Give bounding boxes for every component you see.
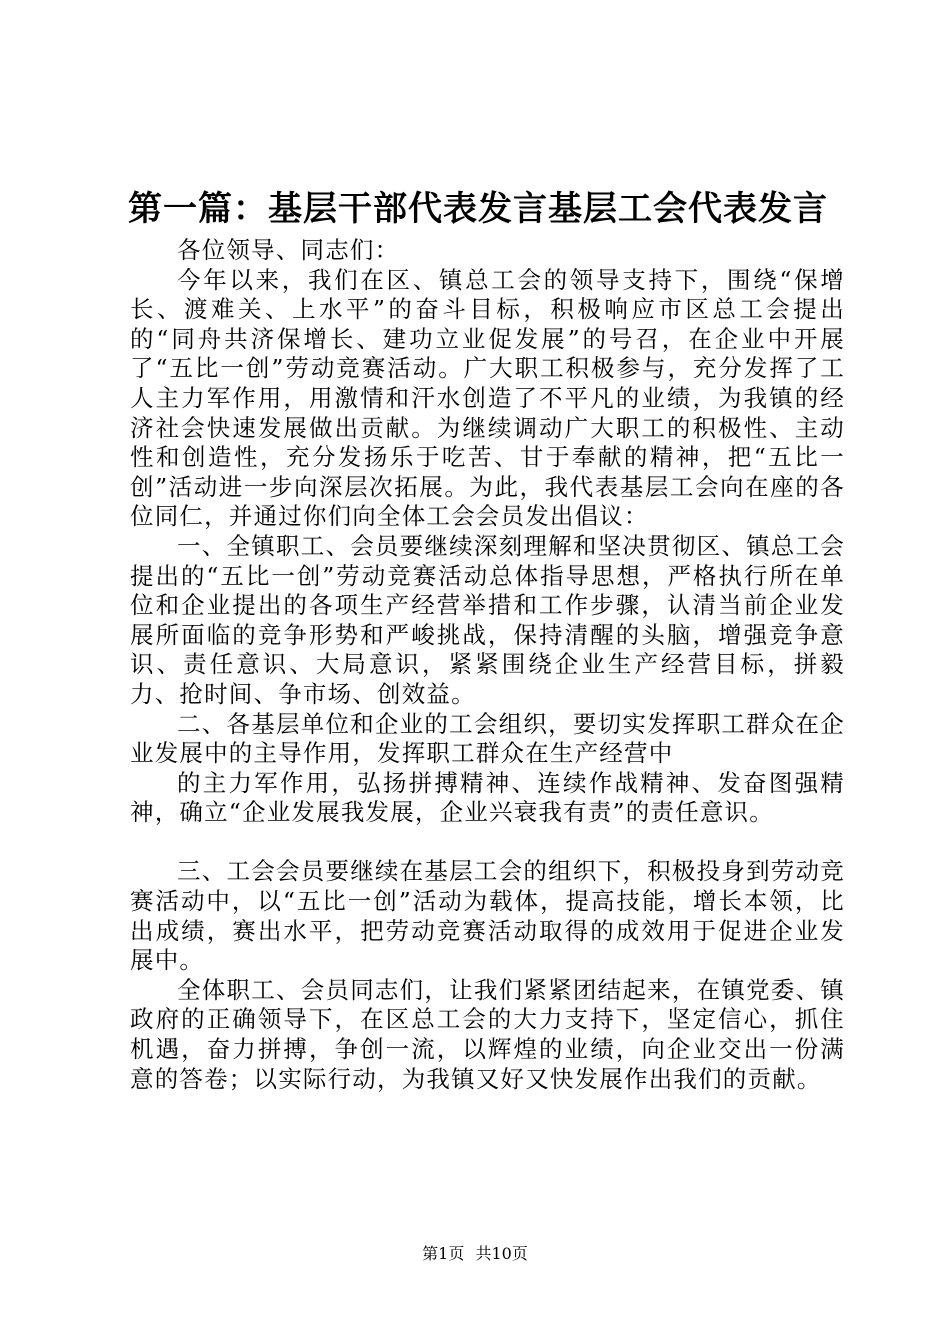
paragraph-point-three: 三、工会会员要继续在基层工会的组织下，积极投身到劳动竞赛活动中，以“五比一创”活动为载体，提高技能，增长本领，比出成绩，赛出水平，把劳动竞赛活动取得的成效用于促进企业发展中。 — [130, 857, 845, 975]
page-total: 共10页 — [475, 1244, 528, 1263]
page-number: 第1页 — [422, 1244, 465, 1263]
paragraph-closing: 全体职工、会员同志们，让我们紧紧团结起来，在镇党委、镇政府的正确领导下，在区总工会的大力支持下，坚定信心，抓住机遇，奋力拼搏，争创一流，以辉煌的业绩，向企业交出一份满意的答卷；以实际行动，为我镇又好又快发展作出我们的贡献。 — [130, 975, 845, 1093]
paragraph-point-two-continued: 的主力军作用，弘扬拼搏精神、连续作战精神、发奋图强精神，确立“企业发展我发展，企业兴衰我有责”的责任意识。 — [130, 768, 845, 827]
paragraph-intro: 今年以来，我们在区、镇总工会的领导支持下，围绕“保增长、渡难关、上水平”的奋斗目标，积极响应市区总工会提出的“同舟共济保增长、建功立业促发展”的号召，在企业中开展了“五比一创”劳动竞赛活动。广大职工积极参与，充分发挥了工人主力军作用，用激情和汗水创造了不平凡的业绩，为我镇的经济社会快速发展做出贡献。为继续调动广大职工的积极性、主动性和创造性，充分发扬乐于吃苦、甘于奉献的精神，把“五比一创”活动进一步向深层次拓展。为此，我代表基层工会向在座的各位同仁，并通过你们向全体工会会员发出倡议： — [130, 265, 845, 531]
document-title: 第一篇：基层干部代表发言基层工会代表发言 — [128, 189, 828, 229]
salutation: 各位领导、同志们： — [177, 236, 400, 264]
paragraph-gap — [130, 828, 845, 858]
page-footer — [0, 1244, 950, 1264]
paragraph-point-two: 二、各基层单位和企业的工会组织，要切实发挥职工群众在企业发展中的主导作用，发挥职工群众在生产经营中 — [130, 709, 845, 768]
paragraph-point-one: 一、全镇职工、会员要继续深刻理解和坚决贯彻区、镇总工会提出的“五比一创”劳动竞赛活动总体指导思想，严格执行所在单位和企业提出的各项生产经营举措和工作步骤，认清当前企业发展所面临的竞争形势和严峻挑战，保持清醒的头脑，增强竞争意识、责任意识、大局意识，紧紧围绕企业生产经营目标，拼毅力、抢时间、争市场、创效益。 — [130, 531, 845, 708]
document-body — [130, 236, 845, 1094]
